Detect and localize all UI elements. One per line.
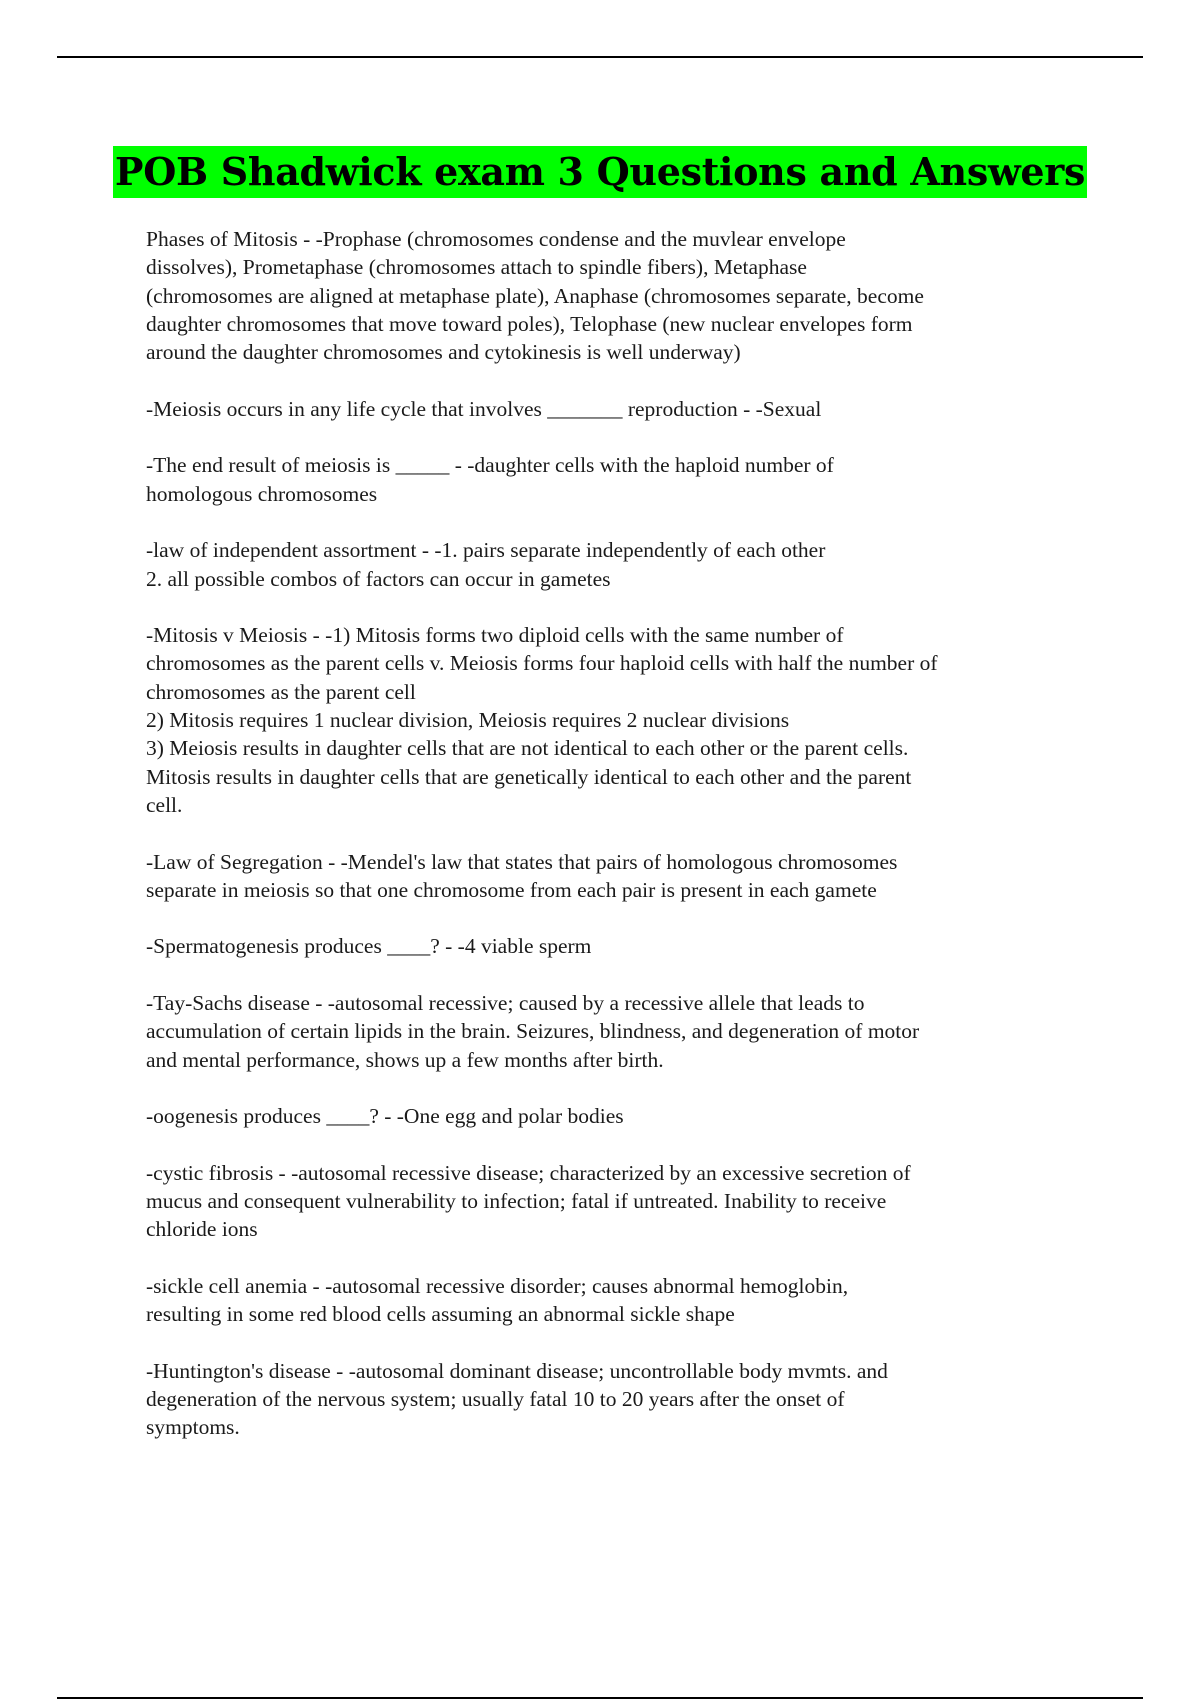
qa-entry	[146, 1102, 1096, 1130]
document-body	[146, 225, 1096, 1470]
qa-entry-line: chloride ions	[146, 1217, 258, 1242]
qa-entry	[146, 225, 1096, 366]
qa-entry-line: (chromosomes are aligned at metaphase plate), Anaphase (chromosomes separate, become	[146, 283, 924, 308]
qa-entry-line: symptoms.	[146, 1415, 240, 1440]
qa-entry	[146, 1272, 1096, 1329]
qa-entry-line: chromosomes as the parent cells v. Meiosis forms four haploid cells with half the number of	[146, 651, 938, 676]
qa-entry-line: -Huntington's disease - -autosomal dominant disease; uncontrollable body mvmts. and	[146, 1358, 888, 1383]
qa-entry-line: separate in meiosis so that one chromosome from each pair is present in each gamete	[146, 877, 877, 902]
qa-entry	[146, 932, 1096, 960]
qa-entry	[146, 395, 1096, 423]
qa-entry-line: homologous chromosomes	[146, 481, 378, 506]
qa-entry-line: -Tay-Sachs disease - -autosomal recessive; caused by a recessive allele that leads to	[146, 991, 865, 1016]
qa-entry-line: -cystic fibrosis - -autosomal recessive disease; characterized by an excessive secretion of	[146, 1160, 911, 1185]
qa-entry-line: 3) Meiosis results in daughter cells that are not identical to each other or the parent cells.	[146, 736, 909, 761]
qa-entry	[146, 1159, 1096, 1244]
qa-entry-line: chromosomes as the parent cell	[146, 679, 416, 704]
qa-entry-line: mucus and consequent vulnerability to infection; fatal if untreated. Inability to receive	[146, 1189, 887, 1214]
qa-entry-line: -law of independent assortment - -1. pairs separate independently of each other	[146, 538, 826, 563]
qa-entry	[146, 621, 1096, 819]
qa-entry-line: 2) Mitosis requires 1 nuclear division, Meiosis requires 2 nuclear divisions	[146, 708, 790, 733]
qa-entry-line: daughter chromosomes that move toward poles), Telophase (new nuclear envelopes form	[146, 311, 913, 336]
qa-entry	[146, 848, 1096, 905]
qa-entry	[146, 451, 1096, 508]
qa-entry-line: -Meiosis occurs in any life cycle that involves _______ reproduction - -Sexual	[146, 396, 822, 421]
qa-entry-line: -sickle cell anemia - -autosomal recessive disorder; causes abnormal hemoglobin,	[146, 1273, 849, 1298]
qa-entry-line: -oogenesis produces ____? - -One egg and polar bodies	[146, 1104, 624, 1129]
qa-entry	[146, 989, 1096, 1074]
qa-entry-line: -Mitosis v Meiosis - -1) Mitosis forms two diploid cells with the same number of	[146, 623, 844, 648]
qa-entry-line: accumulation of certain lipids in the brain. Seizures, blindness, and degeneration of motor	[146, 1019, 920, 1044]
qa-entry-line: -Spermatogenesis produces ____? - -4 viable sperm	[146, 934, 592, 959]
qa-entry-line: Mitosis results in daughter cells that are genetically identical to each other and the parent	[146, 764, 912, 789]
top-rule	[57, 56, 1143, 58]
qa-entry-line: -The end result of meiosis is _____ - -daughter cells with the haploid number of	[146, 453, 834, 478]
qa-entry-line: Phases of Mitosis - -Prophase (chromosomes condense and the muvlear envelope	[146, 227, 846, 251]
bottom-rule	[57, 1697, 1143, 1699]
qa-entry-line: 2. all possible combos of factors can occur in gametes	[146, 566, 611, 591]
qa-entry-line: resulting in some red blood cells assuming an abnormal sickle shape	[146, 1302, 735, 1327]
qa-entry	[146, 1357, 1096, 1442]
qa-entry	[146, 536, 1096, 593]
qa-entry-line: degeneration of the nervous system; usually fatal 10 to 20 years after the onset of	[146, 1387, 845, 1412]
qa-entry-line: around the daughter chromosomes and cytokinesis is well underway)	[146, 340, 741, 365]
document-title: POB Shadwick exam 3 Questions and Answers	[113, 146, 1087, 198]
qa-entry-line: cell.	[146, 792, 183, 817]
title-wrap	[0, 146, 1200, 198]
qa-entry-line: and mental performance, shows up a few months after birth.	[146, 1047, 664, 1072]
qa-entry-line: -Law of Segregation - -Mendel's law that states that pairs of homologous chromosomes	[146, 849, 898, 874]
qa-entry-line: dissolves), Prometaphase (chromosomes attach to spindle fibers), Metaphase	[146, 255, 807, 280]
